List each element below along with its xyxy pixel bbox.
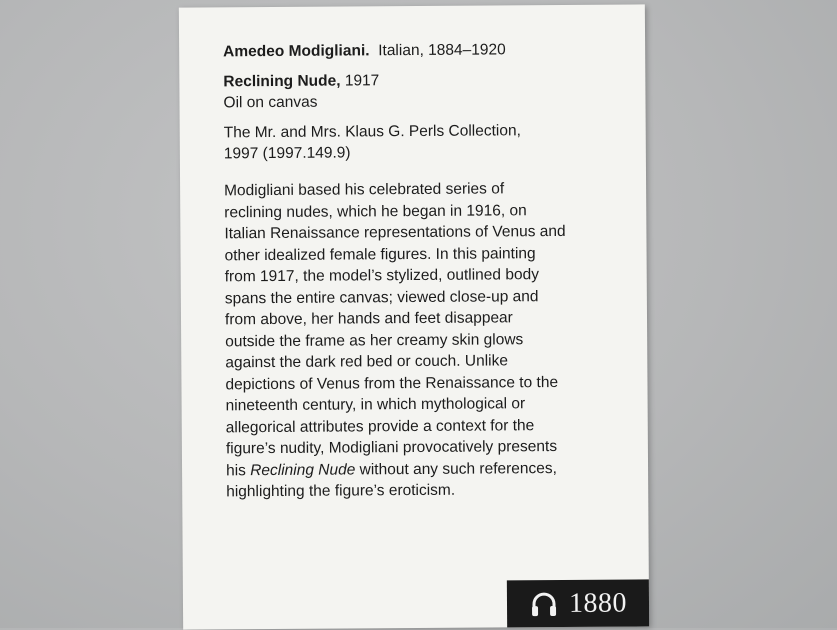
- description-line: [226, 457, 626, 481]
- artwork-title: Reclining Nude,: [223, 72, 341, 91]
- audio-guide-badge: [507, 579, 649, 627]
- line-suffix: without any such references,: [355, 459, 557, 478]
- description-line: from 1917, the model’s stylized, outlined body: [224, 266, 539, 286]
- headphones-icon: [529, 588, 559, 618]
- description-line: against the dark red bed or couch. Unlike: [225, 352, 508, 372]
- description-line: Italian Renaissance representations of Venus and: [224, 222, 566, 243]
- description-line: depictions of Venus from the Renaissance to the: [225, 373, 559, 393]
- description-line: reclining nudes, which he began in 1916, on: [224, 201, 527, 221]
- artwork-year: 1917: [344, 72, 380, 90]
- description-line: other idealized female figures. In this painting: [224, 244, 536, 264]
- artist-name: Amedeo Modigliani.: [223, 42, 370, 61]
- description-line: outside the frame as her creamy skin glows: [225, 330, 524, 350]
- line-prefix: his: [226, 461, 251, 479]
- artist-bio: Italian, 1884–1920: [378, 41, 506, 60]
- italic-title: Reclining Nude: [250, 460, 356, 479]
- medium: Oil on canvas: [223, 93, 318, 112]
- credit-line: The Mr. and Mrs. Klaus G. Perls Collection,: [223, 122, 521, 142]
- audio-guide-number: 1880: [568, 587, 628, 619]
- description-line: nineteenth century, in which mythological or: [225, 395, 526, 415]
- description-line: allegorical attributes provide a context for the: [225, 416, 535, 436]
- description-line: highlighting the figure’s eroticism.: [226, 481, 456, 501]
- label-content: [223, 39, 626, 503]
- description: [224, 178, 626, 503]
- description-line: from above, her hands and feet disappear: [224, 309, 513, 329]
- description-line: Modigliani based his celebrated series of: [224, 180, 505, 200]
- description-line: spans the entire canvas; viewed close-up and: [224, 287, 539, 307]
- description-line: figure’s nudity, Modigliani provocatively presents: [225, 438, 558, 458]
- credit-line: 1997 (1997.149.9): [223, 144, 351, 163]
- wall-label-card: [179, 4, 649, 629]
- title-line: [223, 69, 623, 93]
- artist-line: [223, 39, 623, 63]
